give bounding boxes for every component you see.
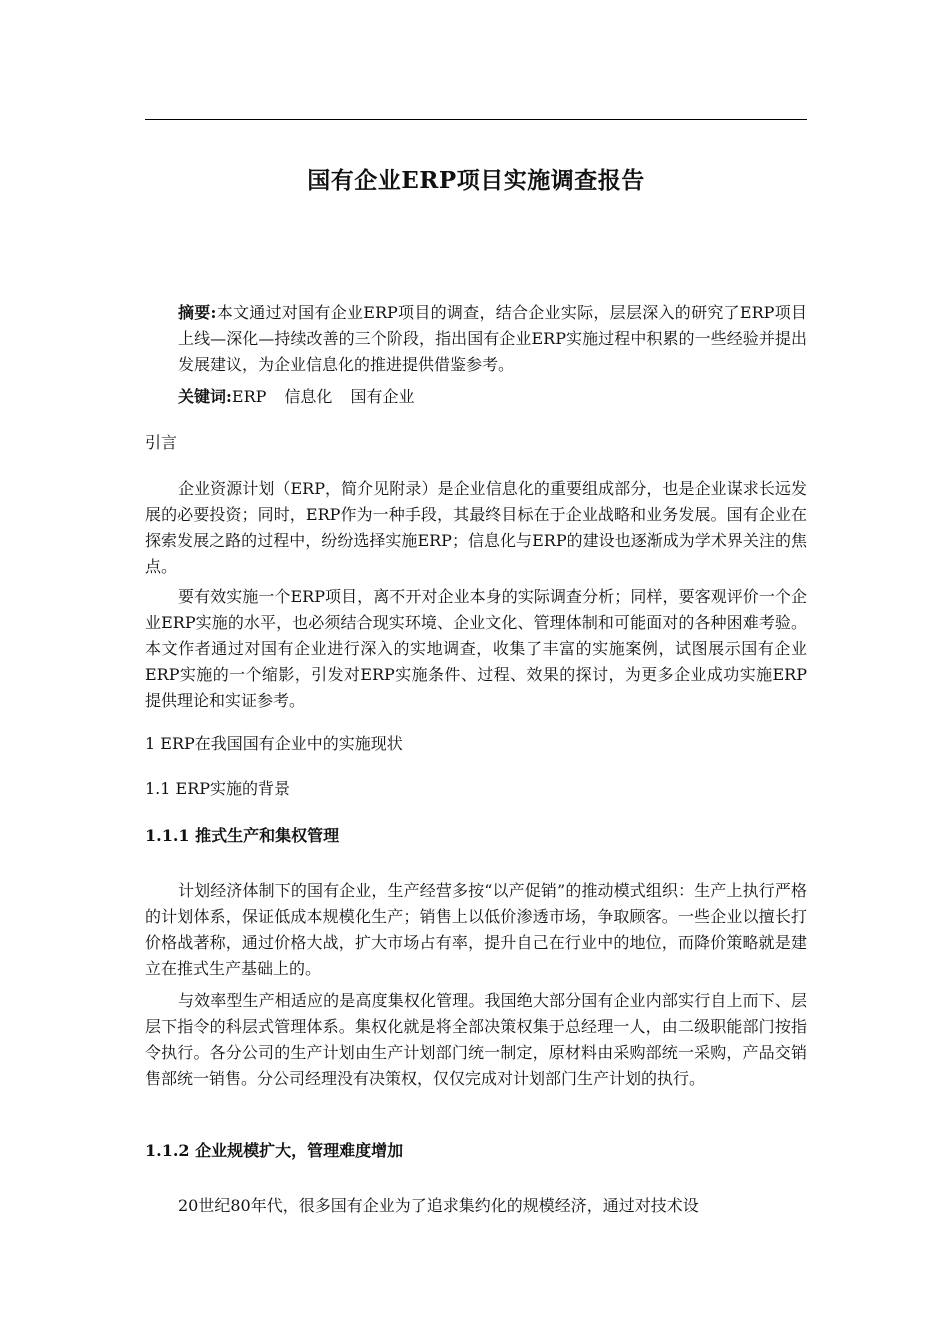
section-1-1-2-heading: 1.1.2 企业规模扩大，管理难度增加 <box>145 1141 404 1160</box>
intro-paragraph-1: 企业资源计划（ERP，简介见附录）是企业信息化的重要组成部分，也是企业谋求长远发展的必要投资；同时，ERP作为一种手段，其最终目标在于企业战略和业务发展。国有企业在探索发展之路的过程中，纷纷选择实施ERP；信息化与ERP的建设也逐渐成为学术界关注的焦点。 <box>145 479 807 576</box>
section-1-1-2-paragraph-1: 20世纪80年代，很多国有企业为了追求集约化的规模经济，通过对技术设 <box>178 1196 699 1215</box>
keyword-item: 信息化 <box>284 387 333 406</box>
abstract-label: 摘要: <box>178 303 217 322</box>
intro-heading: 引言 <box>145 433 178 452</box>
abstract <box>178 300 807 378</box>
header-rule <box>145 119 807 120</box>
section-1-1-1-heading: 1.1.1 推式生产和集权管理 <box>145 826 340 845</box>
intro-paragraph-2: 要有效实施一个ERP项目，离不开对企业本身的实际调查分析；同样，要客观评价一个企业ERP实施的水平，也必须结合现实环境、企业文化、管理体制和可能面对的各种困难考验。本文作者通过对国有企业进行深入的实地调查，收集了丰富的实施案例，试图展示国有企业ERP实施的一个缩影，引发对ERP实施条件、过程、效果的探讨，为更多企业成功实施ERP提供理论和实证参考。 <box>145 587 807 710</box>
section-1-1-1-paragraph-2: 与效率型生产相适应的是高度集权化管理。我国绝大部分国有企业内部实行自上而下、层层下指令的科层式管理体系。集权化就是将全部决策权集于总经理一人，由二级职能部门按指令执行。各分公司的生产计划由生产计划部门统一制定，原材料由采购部统一采购，产品交销售部统一销售。分公司经理没有决策权，仅仅完成对计划部门生产计划的执行。 <box>145 991 807 1088</box>
keywords <box>178 384 807 410</box>
section-1-1-heading: 1.1 ERP实施的背景 <box>145 779 291 798</box>
abstract-text: 本文通过对国有企业ERP项目的调查，结合企业实际，层层深入的研究了ERP项目上线—深化—持续改善的三个阶段，指出国有企业ERP实施过程中积累的一些经验并提出发展建议，为企业信息化的推进提供借鉴参考。 <box>178 303 807 374</box>
section-1-heading: 1 ERP在我国国有企业中的实施现状 <box>145 734 403 753</box>
keyword-item: ERP <box>231 387 267 406</box>
section-1-1-1-paragraph-1: 计划经济体制下的国有企业，生产经营多按“以产促销”的推动模式组织：生产上执行严格的计划体系，保证低成本规模化生产；销售上以低价渗透市场，争取顾客。一些企业以擅长打价格战著称，通过价格大战，扩大市场占有率，提升自己在行业中的地位，而降价策略就是建立在推式生产基础上的。 <box>145 881 807 978</box>
document-title: 国有企业ERP项目实施调查报告 <box>307 167 645 194</box>
keywords-label: 关键词: <box>178 387 232 406</box>
keyword-item: 国有企业 <box>350 387 415 406</box>
